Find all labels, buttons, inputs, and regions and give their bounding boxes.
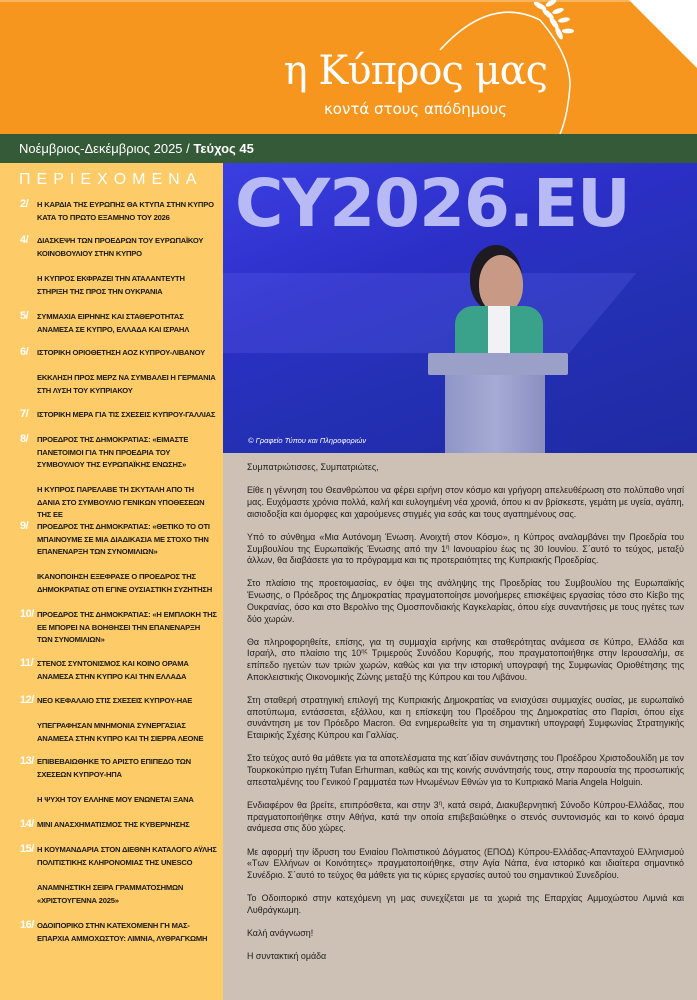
article-paragraph xyxy=(247,532,684,567)
toc-page-number: 4/ xyxy=(20,234,29,246)
article-greeting: Συμπατριώτισσες, Συμπατριώτες, xyxy=(247,462,379,472)
ordinal-suffix: η xyxy=(446,544,450,551)
article-paragraph: Στη σταθερή στρατηγική επιλογή της Κυπριακής Δημοκρατίας να ενισχύσει συμμαχίες ουσίας, με ευρωπαϊκό αποτύπωμα, εντάσσεται, εξάλλου, και η επίσκεψη του Προέδρου της Δημοκρατίας στο Παρίσι, όπου είχε συνάντηση με τον Πρόεδρο Macron. Θα ενημερωθείτε για τη σημαντική υπογραφή Συμφωνίας Στρατηγικής Εταιρικής Σχέσης Κύπρου και Γαλλίας. xyxy=(247,695,684,741)
toc-page-number: 5/ xyxy=(20,310,29,322)
masthead xyxy=(0,0,697,134)
toc-page-number: 10/ xyxy=(20,608,34,620)
article-paragraph xyxy=(247,637,684,684)
toc-item-label: ΕΚΚΛΗΣΗ ΠΡΟΣ ΜΕΡΖ ΝΑ ΣΥΜΒΑΛΕΙ Η ΓΕΡΜΑΝΙΑ ΣΤΗ ΛΥΣΗ ΤΟΥ ΚΥΠΡΙΑΚΟΥ xyxy=(37,373,216,395)
toc-page-number: 8/ xyxy=(20,433,29,445)
toc-page-number: 15/ xyxy=(20,843,34,855)
toc-page-number: 11/ xyxy=(20,657,34,669)
article-paragraph: Το Οδοιπορικό στην κατεχόμενη γη μας συνεχίζεται με τα χωριά της Επαρχίας Αμμοχώστου Λιμνιά και Λυθράγκωμη. xyxy=(247,893,684,915)
issue-bar xyxy=(0,134,697,163)
table-of-contents xyxy=(0,163,223,1000)
toc-page-number: 16/ xyxy=(20,919,34,931)
toc-item-label: ΥΠΕΓΡΑΦΗΣΑΝ ΜΝΗΜΟΝΙΑ ΣΥΝΕΡΓΑΣΙΑΣ ΑΝΑΜΕΣΑ ΣΤΗΝ ΚΥΠΡΟ ΚΑΙ ΤΗ ΣΙΕΡΡΑ ΛΕΟΝΕ xyxy=(37,721,204,743)
toc-item-label: ΟΔΟΙΠΟΡΙΚΟ ΣΤΗΝ ΚΑΤΕΧΟΜΕΝΗ ΓΗ ΜΑΣ-ΕΠΑΡΧΙΑ ΑΜΜΟΧΩΣΤΟΥ: ΛΙΜΝΙΑ, ΛΥΘΡΑΓΚΩΜΗ xyxy=(37,921,208,943)
issue-date: Νοέμβριος-Δεκέμβριος 2025 / xyxy=(19,141,194,156)
toc-item-label: ΝΕΟ ΚΕΦΑΛΑΙΟ ΣΤΙΣ ΣΧΕΣΕΙΣ ΚΥΠΡΟΥ-ΗΑΕ xyxy=(37,696,193,705)
article-paragraph: Στο πλαίσιο της προετοιμασίας, εν όψει της ανάληψης της Προεδρίας του Συμβουλίου της Ευρωπαϊκής Ένωσης, ο Πρόεδρος της Δημοκρατίας πραγματοποίησε μονοήμερες επισκέψεις εργασίας τόσο στο Κίεβο της Ουκρανίας, όσο και στο Βερολίνο της Ομοσπονδιακής Καγκελαρίας, όπου είχε συναντήσεις με τους ηγέτες των δύο χωρών. xyxy=(247,578,684,624)
toc-item-label: Η ΚΥΠΡΟΣ ΠΑΡΕΛΑΒΕ ΤΗ ΣΚΥΤΑΛΗ ΑΠΟ ΤΗ ΔΑΝΙΑ ΣΤΟ ΣΥΜΒΟΥΛΙΟ ΓΕΝΙΚΩΝ ΥΠΟΘΕΣΕΩΝ ΤΗΣ ΕΕ xyxy=(37,485,205,519)
toc-page-number: 7/ xyxy=(20,408,29,420)
toc-item-label: Η ΚΟΥΜΑΝΔΑΡΙΑ ΣΤΟΝ ΔΙΕΘΝΗ ΚΑΤΑΛΟΓΟ ΑΫΛΗΣ ΠΟΛΙΤΙΣΤΙΚΗΣ ΚΛΗΡΟΝΟΜΙΑΣ ΤΗΣ UNESCO xyxy=(37,845,217,867)
article-closing: Καλή ανάγνωση! xyxy=(247,928,314,939)
lectern-top xyxy=(428,353,568,375)
toc-item-label: ΣΤΕΝΟΣ ΣΥΝΤΟΝΙΣΜΟΣ ΚΑΙ ΚΟΙΝΟ ΟΡΑΜΑ ΑΝΑΜΕΣΑ ΣΤΗΝ ΚΥΠΡΟ ΚΑΙ ΤΗΝ ΕΛΛΑΔΑ xyxy=(37,659,189,681)
toc-item-label: ΙΚΑΝΟΠΟΙΗΣΗ ΕΞΕΦΡΑΣΕ Ο ΠΡΟΕΔΡΟΣ ΤΗΣ ΔΗΜΟΚΡΑΤΙΑΣ ΟΤΙ ΕΓΙΝΕ ΟΥΣΙΑΣΤΙΚΗ ΣΥΖΗΤΗΣΗ xyxy=(37,572,213,594)
article-paragraph: Στο τεύχος αυτό θα μάθετε για τα αποτελέσματα της κατ΄ιδίαν συνάντησης του Προέδρου Χριστοδουλίδη με τον Τουρκοκύπριο ηγέτη Tufan Erhurman, καθώς και της κοινής συνάντησής τους, στην παρουσία της προσωπικής απεσταλμένης του Γενικού Γραμματέα των Ηνωμένων Εθνών για το Κυπριακό Maria Angela Holguin. xyxy=(247,753,684,787)
toc-page-number: 9/ xyxy=(20,520,29,532)
toc-page-number: 2/ xyxy=(20,198,29,210)
photo-background-streak xyxy=(223,273,637,353)
toc-page-number: 6/ xyxy=(20,346,29,358)
paragraph-text: Τριμερούς Συνόδου Κορυφής, που πραγματοποιήθηκε στην Ιερουσαλήμ, σε επίπεδο ηγετών των τριών χωρών, καθώς και για την ιστορική υπογραφή της Συμφωνίας Οριοθέτησης της Αποκλειστικής Οικονομικής Ζώνης μεταξύ της Κύπρου και του Λιβάνου. xyxy=(247,648,684,682)
toc-item-label: ΠΡΟΕΔΡΟΣ ΤΗΣ ΔΗΜΟΚΡΑΤΙΑΣ: «Η ΕΜΠΛΟΚΗ ΤΗΣ ΕΕ ΜΠΟΡΕΙ ΝΑ ΒΟΗΘΗΣΕΙ ΤΗΝ ΕΠΑΝΕΝΑΡΞΗ ΤΩΝ ΣΥΝΟΜΙΛΙΩΝ» xyxy=(37,610,217,644)
toc-item-label: ΙΣΤΟΡΙΚΗ ΟΡΙΟΘΕΤΗΣΗ ΑΟΖ ΚΥΠΡΟΥ-ΛΙΒΑΝΟΥ xyxy=(37,348,205,357)
logo-subtitle: κοντά στους απόδημους xyxy=(323,100,507,118)
corner-cut xyxy=(629,0,697,68)
toc-title: ΠΕΡΙΕΧΟΜΕΝΑ xyxy=(19,171,203,188)
article-paragraph: Με αφορμή την ίδρυση του Ενιαίου Πολιτιστικού Δόγματος (ΕΠΟΔ) Κύπρου-Ελλάδας-Απανταχού Ελληνισμού «Των Ελλήνων οι Κοινότητες» πραγματοποιήθηκε, στην Αγία Νάπα, ένα ιστορικό και ιδιαίτερα σημαντικό Συνέδριο. Σ΄αυτό το τεύχος θα μάθετε για τις κύριες εργασίες αυτού του σημαντικού Συνεδρίου. xyxy=(247,846,684,880)
toc-item-label: Η ΨΥΧΗ ΤΟΥ ΕΛΛΗΝΕ ΜΟΥ ΕΝΩΝΕΤΑΙ ΞΑΝΑ xyxy=(37,795,194,804)
cover-photo xyxy=(223,163,697,453)
article-signature: Η συντακτική ομάδα xyxy=(247,951,327,962)
paragraph-text: , κατά σειρά, Διακυβερνητική Σύνοδο Κύπρου-Ελλάδας, που πραγματοποιήθηκε στην Αθήνα, κατά την οποία επιβεβαιώθηκε ο στενός συντονισμός και το κοινό όραμα ανάμεσα στις δύο χώρες. xyxy=(247,799,685,834)
toc-item-label: ΣΥΜΜΑΧΙΑ ΕΙΡΗΝΗΣ ΚΑΙ ΣΤΑΘΕΡΟΤΗΤΑΣ ΑΝΑΜΕΣΑ ΣΕ ΚΥΠΡΟ, ΕΛΛΑΔΑ ΚΑΙ ΙΣΡΑΗΛ xyxy=(37,312,190,334)
toc-item-label: ΑΝΑΜΝΗΣΤΙΚΗ ΣΕΙΡΑ ΓΡΑΜΜΑΤΟΣΗΜΩΝ «ΧΡΙΣΤΟΥΓΕΝΝΑ 2025» xyxy=(37,883,184,905)
toc-item-label: ΠΡΟΕΔΡΟΣ ΤΗΣ ΔΗΜΟΚΡΑΤΙΑΣ: «ΕΙΜΑΣΤΕ ΠΑΝΕΤΟΙΜΟΙ ΓΙΑ ΤΗΝ ΠΡΟΕΔΡΙΑ ΤΟΥ ΣΥΜΒΟΥΛΙΟΥ ΤΗΣ ΕΥΡΩΠΑΪΚΗΣ ΕΝΩΣΗΣ» xyxy=(37,435,189,469)
photo-banner-text: CY2026.EU xyxy=(235,165,630,242)
toc-item-label: ΜΙΝΙ ΑΝΑΣΧΗΜΑΤΙΣΜΟΣ ΤΗΣ ΚΥΒΕΡΝΗΣΗΣ xyxy=(37,820,190,829)
toc-item-label: Η ΚΑΡΔΙΑ ΤΗΣ ΕΥΡΩΠΗΣ ΘΑ ΚΤΥΠΑ ΣΤΗΝ ΚΥΠΡΟ ΚΑΤΑ ΤΟ ΠΡΩΤΟ ΕΞΑΜΗΝΟ ΤΟΥ 2026 xyxy=(37,200,214,222)
logo-title: η Κύπρος μας xyxy=(283,48,547,94)
toc-item-label: Η ΚΥΠΡΟΣ ΕΚΦΡΑΖΕΙ ΤΗΝ ΑΤΑΛΑΝΤΕΥΤΗ ΣΤΗΡΙΞΗ ΤΗΣ ΠΡΟΣ ΤΗΝ ΟΥΚΡΑΝΙΑ xyxy=(37,274,185,296)
toc-item-label: ΕΠΙΒΕΒΑΙΩΘΗΚΕ ΤΟ ΑΡΙΣΤΟ ΕΠΙΠΕΔΟ ΤΩΝ ΣΧΕΣΕΩΝ ΚΥΠΡΟΥ-ΗΠΑ xyxy=(37,757,191,779)
lectern xyxy=(445,373,545,453)
speaker-shirt xyxy=(488,306,510,354)
toc-item-label: ΔΙΑΣΚΕΨΗ ΤΩΝ ΠΡΟΕΔΡΩΝ ΤΟΥ ΕΥΡΩΠΑΪΚΟΥ ΚΟΙΝΟΒΟΥΛΙΟΥ ΣΤΗΝ ΚΥΠΡΟ xyxy=(37,236,204,258)
toc-page-number: 13/ xyxy=(20,755,34,767)
toc-item-label: ΠΡΟΕΔΡΟΣ ΤΗΣ ΔΗΜΟΚΡΑΤΙΑΣ: «ΘΕΤΙΚΟ ΤΟ ΟΤΙ ΜΠΑΙΝΟΥΜΕ ΣΕ ΜΙΑ ΔΙΑΔΙΚΑΣΙΑ ΜΕ ΣΤΟΧΟ ΤΗΝ ΕΠΑΝΕΝΑΡΞΗ ΤΩΝ ΣΥΝΟΜΙΛΙΩΝ» xyxy=(37,522,210,556)
paragraph-text: Θα πληροφορηθείτε, επίσης, για τη συμμαχία ειρήνης και σταθερότητας ανάμεσα σε Κύπρο, Ελλάδα και Ισραήλ, στο πλαίσιο της 10 xyxy=(247,636,684,659)
ordinal-suffix: η xyxy=(438,800,442,807)
toc-page-number: 14/ xyxy=(20,818,34,830)
toc-item-label: ΙΣΤΟΡΙΚΗ ΜΕΡΑ ΓΙΑ ΤΙΣ ΣΧΕΣΕΙΣ ΚΥΠΡΟΥ-ΓΑΛΛΙΑΣ xyxy=(37,410,216,419)
editorial-article xyxy=(223,453,697,1000)
article-paragraph: Είθε η γέννηση του Θεανθρώπου να φέρει ειρήνη στον κόσμο και γρήγορη απελευθέρωση στο πολύπαθο νησί μας. Ευχόμαστε χρόνια πολλά, καλή και ευλογημένη νέα χρονιά, όπου κι αν βρίσκεστε, γεμάτη με υγεία, αγάπη, αισιοδοξία και όμορφες και χαρούμενες στιγμές για εσάς και τους αγαπημένους σας. xyxy=(247,485,684,519)
photo-credit: © Γραφείο Τύπου και Πληροφοριών xyxy=(248,436,367,445)
paragraph-text: Ιανουαρίου έως τις 30 Ιουνίου. Σ΄αυτό το τεύχος, μεταξύ άλλων, θα διαβάσετε για το πρόγραμμα και τις προτεραιότητες της Κυπριακής Προεδρίας. xyxy=(247,543,685,566)
paragraph-text: Ενδιαφέρον θα βρείτε, επιπρόσθετα, και στην 3 xyxy=(247,799,439,810)
article-paragraph xyxy=(247,800,684,835)
issue-number: Τεύχος 45 xyxy=(193,141,254,156)
paragraph-text: Υπό το σύνθημα «Μια Αυτόνομη Ένωση. Ανοιχτή στον Κόσμο», η Κύπρος αναλαμβάνει την Προεδρία του Συμβουλίου της Ευρωπαϊκής Ένωσης από την 1 xyxy=(247,531,684,554)
toc-page-number: 12/ xyxy=(20,694,34,706)
ordinal-suffix: ης xyxy=(361,649,368,656)
speaker-figure xyxy=(479,255,523,313)
